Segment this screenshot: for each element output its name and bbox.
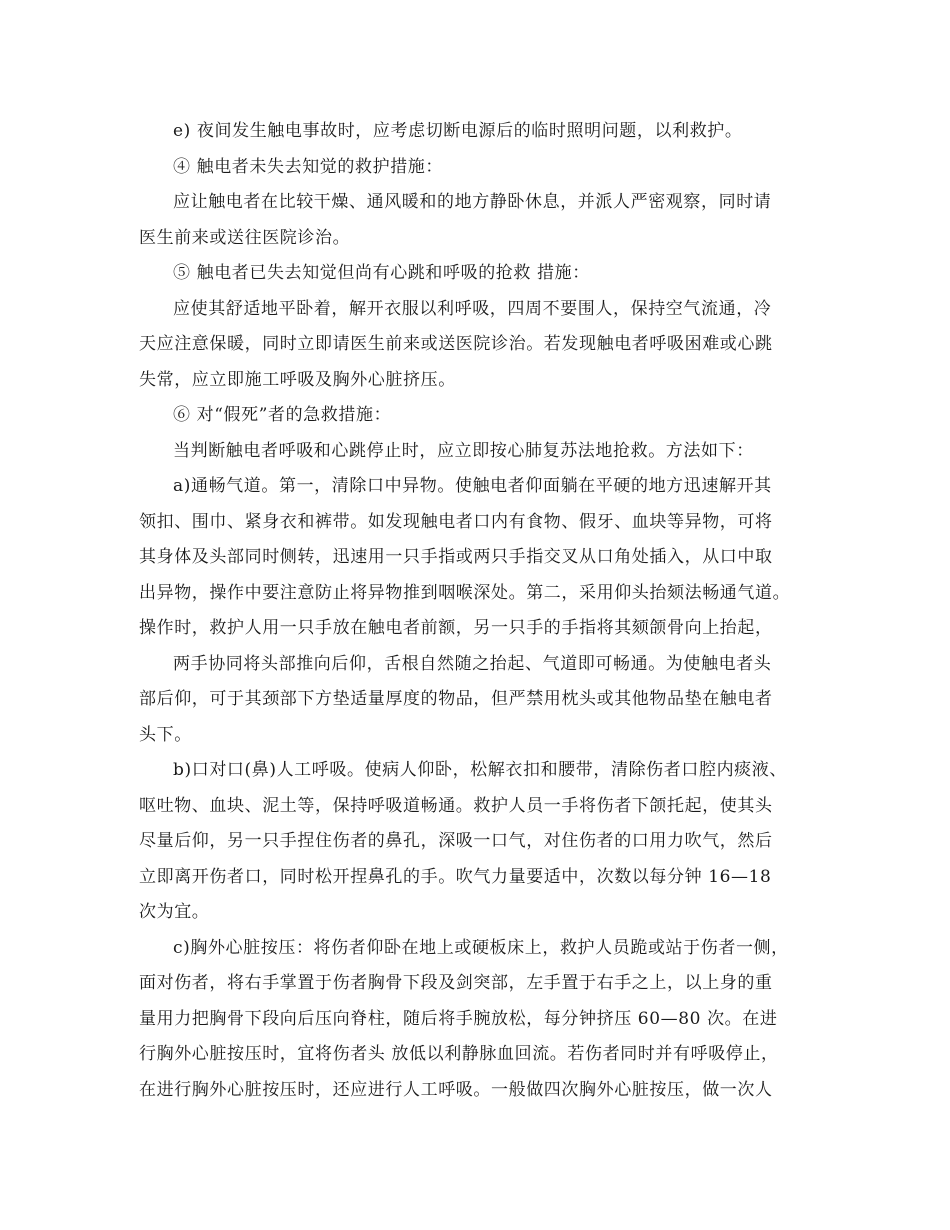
text-line: 在进行胸外心脏按压时，还应进行人工呼吸。一般做四次胸外心脏按压，做一次人 — [139, 1079, 773, 1100]
text-line: 应使其舒适地平卧着，解开衣服以利呼吸，四周不要围人，保持空气流通，冷 — [173, 298, 772, 319]
text-line: a)通畅气道。第一，清除口中异物。使触电者仰面躺在平硬的地方迅速解开其 — [173, 476, 772, 496]
text-line: 尽量后仰，另一只手捏住伤者的鼻孔，深吸一口气，对住伤者的口用力吹气，然后 — [139, 831, 773, 851]
text-line: e) 夜间发生触电事故时，应考虑切断电源后的临时照明问题，以利救护。 — [173, 121, 743, 141]
text-line: 应让触电者在比较干燥、通风暖和的地方静卧休息，并派人严密观察，同时请 — [173, 192, 772, 212]
text-line: 医生前来或送往医院诊治。 — [139, 227, 351, 248]
text-line: ④ 触电者未失去知觉的救护措施： — [173, 156, 444, 177]
text-line: 面对伤者，将右手掌置于伤者胸骨下段及剑突部，左手置于右手之上，以上身的重 — [139, 973, 773, 993]
text-line: 呕吐物、血块、泥土等，保持呼吸道畅通。救护人员一手将伤者下颌托起，使其头 — [139, 795, 773, 816]
text-line: 行胸外心脏按压时，宜将伤者头 放低以利静脉血回流。若伤者同时并有呼吸停止， — [139, 1044, 779, 1064]
text-line: 次为宜。 — [139, 902, 210, 922]
text-line: 操作时，救护人用一只手放在触电者前额，另一只手的手指将其颏颌骨向上抬起， — [139, 618, 773, 638]
document-body — [139, 114, 819, 1108]
text-line: 量用力把胸骨下段向后压向脊柱，随后将手腕放松，每分钟挤压 60—80 次。在进 — [139, 1008, 778, 1029]
text-line: ⑤ 触电者已失去知觉但尚有心跳和呼吸的抢救 措施： — [173, 263, 590, 283]
text-line: 立即离开伤者口，同时松开捏鼻孔的手。吹气力量要适中，次数以每分钟 16—18 — [139, 866, 772, 887]
text-line: c)胸外心脏按压：将伤者仰卧在地上或硬板床上，救护人员跪或站于伤者一侧， — [173, 937, 789, 958]
text-line: 部后仰，可于其颈部下方垫适量厚度的物品，但严禁用枕头或其他物品垫在触电者 — [139, 689, 773, 709]
text-line: 领扣、围巾、紧身衣和裤带。如发现触电者口内有食物、假牙、血块等异物，可将 — [139, 511, 773, 532]
text-line: 当判断触电者呼吸和心跳停止时，应立即按心肺复苏法地抢救。方法如下： — [173, 440, 754, 461]
text-line: 头下。 — [139, 724, 192, 745]
text-line: 天应注意保暖，同时立即请医生前来或送医院诊治。若发现触电者呼吸困难或心跳 — [139, 334, 773, 354]
text-line: 其身体及头部同时侧转，迅速用一只手指或两只手指交叉从口角处插入，从口中取 — [139, 547, 773, 567]
text-line: 两手协同将头部推向后仰，舌根自然随之抬起、气道即可畅通。为使触电者头 — [173, 653, 772, 674]
text-line: 失常，应立即施工呼吸及胸外心脏挤压。 — [139, 369, 456, 390]
text-line: b)口对口(鼻)人工呼吸。使病人仰卧，松解衣扣和腰带，清除伤者口腔内痰液、 — [173, 760, 787, 780]
text-line: ⑥ 对“假死”者的急救措施： — [173, 405, 392, 425]
text-line: 出异物，操作中要注意防止将异物推到咽喉深处。第二，采用仰头抬颏法畅通气道。 — [139, 582, 791, 603]
